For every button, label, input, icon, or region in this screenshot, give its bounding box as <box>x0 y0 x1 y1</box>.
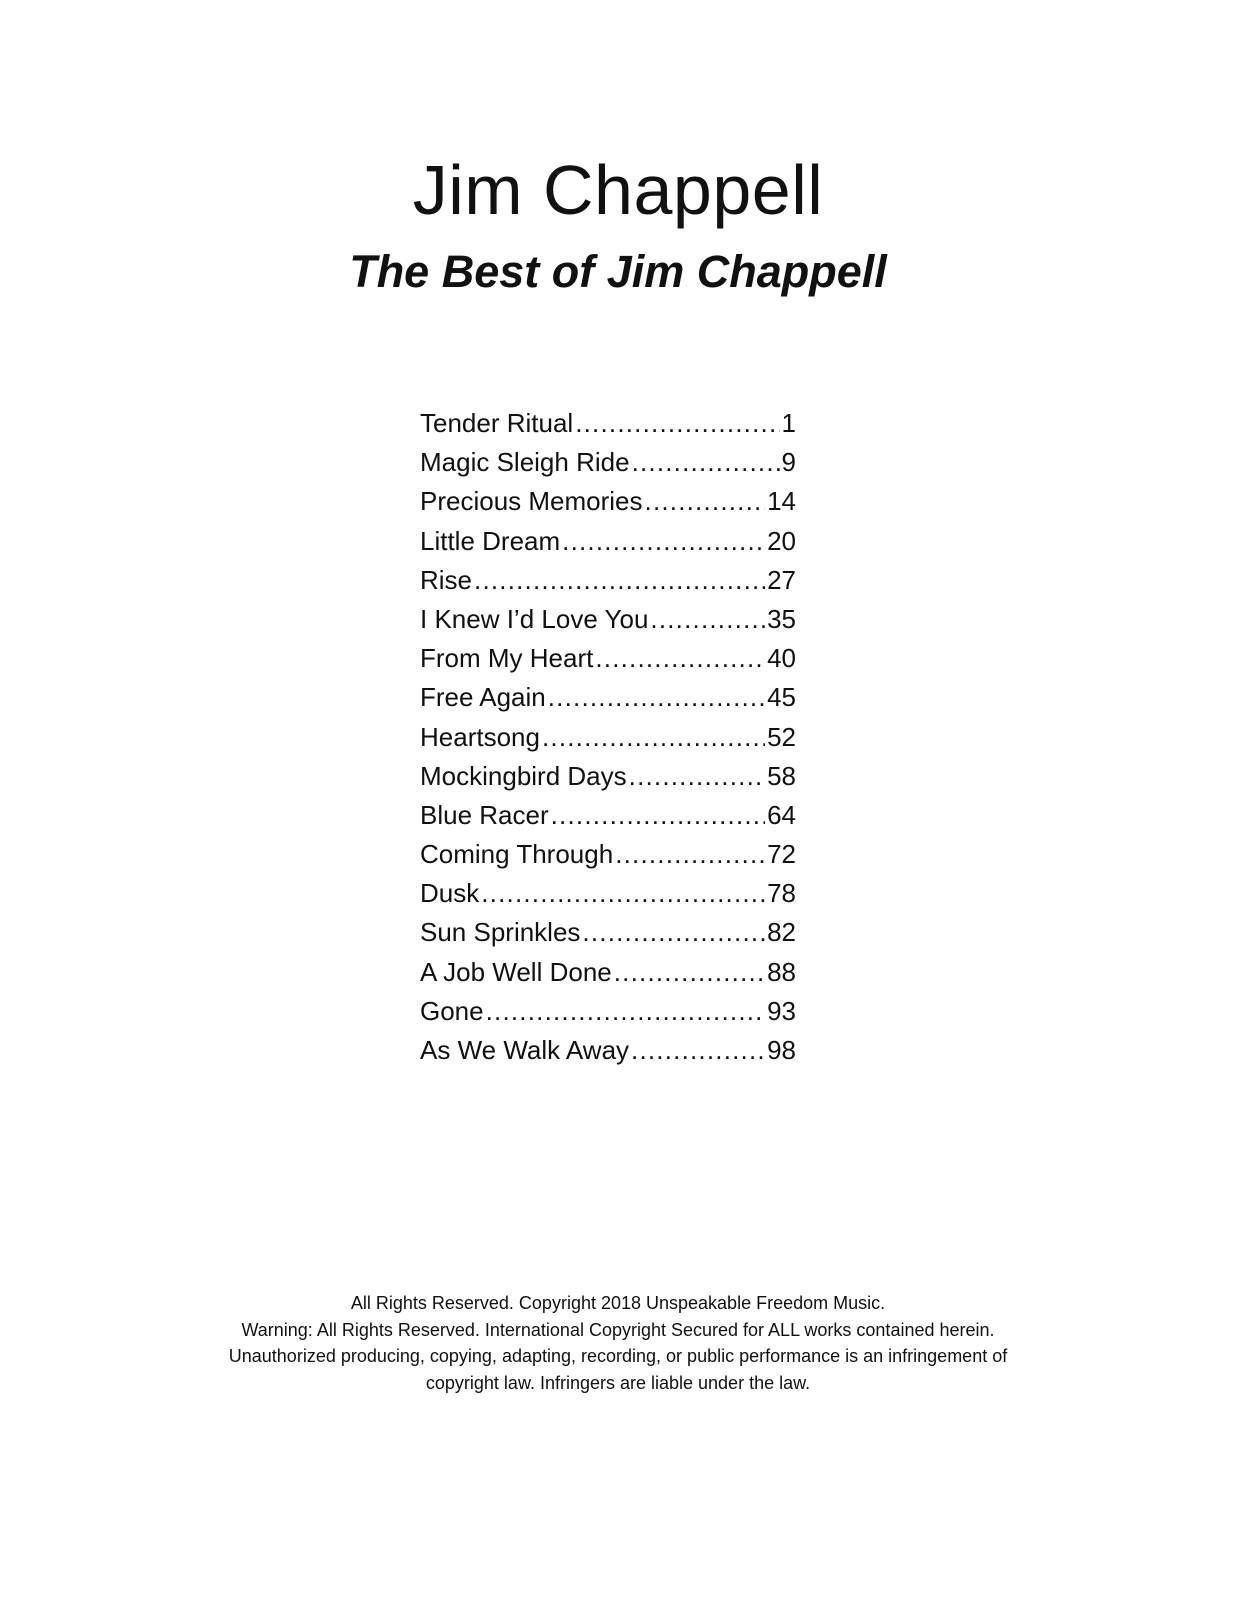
toc-entry <box>420 600 796 639</box>
toc-entry-page: 27 <box>767 564 796 595</box>
toc-entry-title: Free Again <box>420 682 546 713</box>
toc-dot-leader <box>615 835 765 874</box>
toc-dot-leader <box>551 796 765 835</box>
toc-entry-page: 35 <box>767 603 796 634</box>
toc-dot-leader <box>632 443 780 482</box>
toc-dot-leader <box>562 522 765 561</box>
warning-line: Unauthorized producing, copying, adapting, recording, or public performance is an infringement of <box>228 1346 1008 1366</box>
toc-dot-leader <box>645 482 766 521</box>
toc-entry-page: 9 <box>781 447 796 478</box>
toc-entry-title: Rise <box>420 564 473 595</box>
toc-entry <box>420 678 796 717</box>
toc-entry-page: 1 <box>781 408 796 438</box>
toc-entry-title: I Knew I’d Love You <box>420 603 649 634</box>
toc-entry-page: 20 <box>767 525 796 556</box>
toc-entry-page: 40 <box>767 643 796 674</box>
toc-entry-title: Precious Memories <box>420 486 643 517</box>
toc-entry <box>420 1031 796 1070</box>
toc-entry-title: Coming Through <box>420 839 614 870</box>
toc-entry-page: 45 <box>767 682 796 713</box>
toc-entry-title: Blue Racer <box>420 799 549 830</box>
toc-dot-leader <box>629 757 765 796</box>
toc-entry-page: 98 <box>767 1035 796 1065</box>
toc-entry-title: Heartsong <box>420 721 540 752</box>
toc-entry-title: A Job Well Done <box>420 956 612 987</box>
toc-dot-leader <box>542 718 765 757</box>
toc-entry <box>420 757 796 796</box>
toc-dot-leader <box>631 1031 765 1070</box>
toc-dot-leader <box>650 600 765 639</box>
warning-line: copyright law. Infringers are liable under the law. <box>425 1372 811 1393</box>
toc-entry <box>420 522 796 561</box>
toc-entry <box>420 992 796 1031</box>
toc-entry <box>420 404 796 443</box>
toc-dot-leader <box>481 874 765 913</box>
toc-dot-leader <box>595 639 765 678</box>
toc-entry <box>420 835 796 874</box>
toc-dot-leader <box>575 404 779 443</box>
toc-entry-page: 64 <box>767 799 796 830</box>
page-title: Jim Chappell <box>412 151 824 229</box>
toc-dot-leader <box>474 561 765 600</box>
toc-entry <box>420 874 796 913</box>
page-subtitle: The Best of Jim Chappell <box>349 246 887 297</box>
warning-line: Warning: All Rights Reserved. International Copyright Secured for ALL works contained herein. <box>241 1319 995 1340</box>
toc-entry-title: Tender Ritual <box>420 408 574 438</box>
toc-entry-page: 14 <box>767 486 796 517</box>
toc-entry-page: 78 <box>767 878 796 909</box>
toc-entry <box>420 482 796 521</box>
toc-entry-title: As We Walk Away <box>420 1035 630 1065</box>
table-of-contents <box>420 404 796 1070</box>
toc-dot-leader <box>614 953 765 992</box>
toc-entry-title: Gone <box>420 995 484 1026</box>
toc-entry <box>420 639 796 678</box>
toc-entry <box>420 561 796 600</box>
toc-entry-title: Little Dream <box>420 525 561 556</box>
toc-entry-page: 52 <box>767 721 796 752</box>
toc-entry-title: Sun Sprinkles <box>420 917 581 948</box>
toc-entry-title: Dusk <box>420 878 480 909</box>
toc-dot-leader <box>548 678 765 717</box>
toc-entry-page: 93 <box>767 995 796 1026</box>
copyright-notice <box>0 1290 1236 1396</box>
toc-entry-page: 72 <box>767 839 796 870</box>
copyright-line: All Rights Reserved. Copyright 2018 Unspeakable Freedom Music. <box>350 1293 886 1313</box>
toc-dot-leader <box>486 992 765 1031</box>
toc-entry <box>420 953 796 992</box>
toc-entry <box>420 443 796 482</box>
toc-entry-page: 58 <box>767 760 796 791</box>
toc-entry-title: Magic Sleigh Ride <box>420 447 630 478</box>
toc-entry <box>420 718 796 757</box>
toc-entry-page: 82 <box>767 917 796 948</box>
toc-entry <box>420 913 796 952</box>
toc-entry-title: Mockingbird Days <box>420 760 627 791</box>
toc-entry <box>420 796 796 835</box>
toc-entry-page: 88 <box>767 956 796 987</box>
toc-dot-leader <box>582 913 765 952</box>
toc-entry-title: From My Heart <box>420 643 594 674</box>
